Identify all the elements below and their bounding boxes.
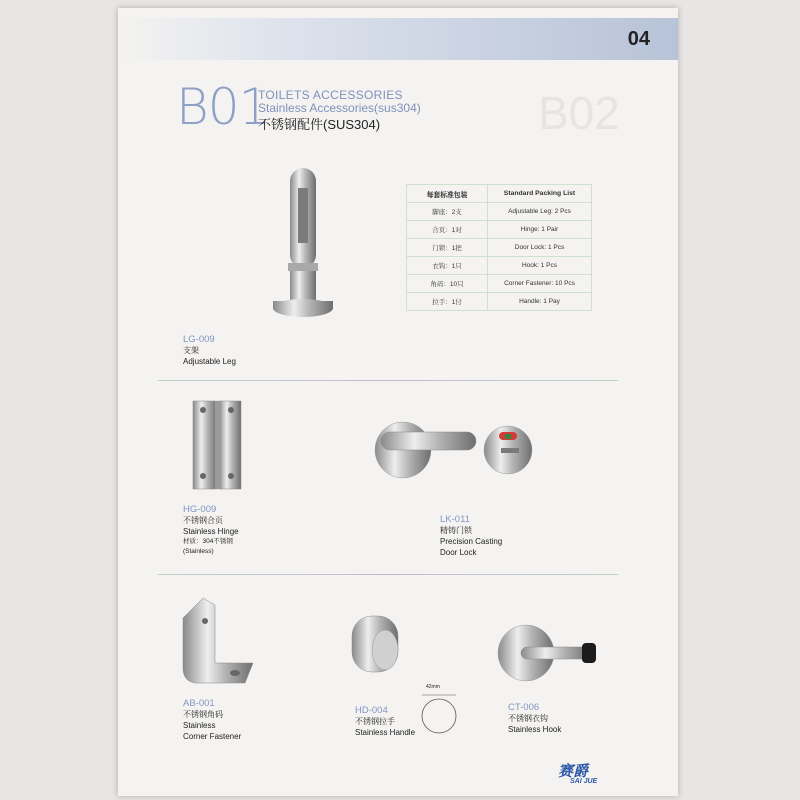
logo-text-cn: 赛爵 bbox=[558, 762, 589, 780]
handle-label bbox=[355, 705, 415, 738]
table-row bbox=[407, 293, 592, 311]
divider bbox=[158, 574, 618, 575]
product-material-en: (Stainless) bbox=[183, 548, 214, 555]
product-name-en: Stainless Hinge bbox=[183, 527, 239, 536]
handle-image bbox=[340, 606, 410, 686]
show-through-code: B02 bbox=[538, 87, 620, 139]
product-name-en-2: Corner Fastener bbox=[183, 732, 242, 741]
hinge-label bbox=[183, 504, 239, 557]
product-code: LK-011 bbox=[440, 514, 470, 525]
product-name-cn: 支架 bbox=[183, 346, 199, 355]
divider bbox=[158, 380, 618, 381]
section-subtitle: Stainless Accessories(sus304) bbox=[258, 101, 421, 115]
section-title: TOILETS ACCESSORIES bbox=[258, 88, 403, 102]
product-code: HD-004 bbox=[355, 705, 388, 716]
door-lock-image bbox=[373, 408, 533, 483]
table-cell: 门锁：1把 bbox=[407, 239, 488, 257]
catalog-page bbox=[118, 8, 678, 796]
section-code: B01 bbox=[176, 78, 270, 136]
lock-label bbox=[440, 514, 502, 558]
hook-label bbox=[508, 702, 561, 735]
product-name-en-2: Door Lock bbox=[440, 548, 477, 557]
table-cell: 衣钩：1只 bbox=[407, 257, 488, 275]
table-cell: Hinge: 1 Pair bbox=[488, 221, 592, 239]
product-name-en: Precision Casting bbox=[440, 537, 503, 546]
product-name-cn: 精铸门锁 bbox=[440, 526, 472, 535]
table-cell: Adjustable Leg: 2 Pcs bbox=[488, 203, 592, 221]
hinge-image bbox=[188, 398, 248, 493]
table-row bbox=[407, 239, 592, 257]
table-cell: Corner Fastener: 10 Pcs bbox=[488, 275, 592, 293]
product-name-cn: 不锈钢合页 bbox=[183, 516, 223, 525]
handle-dimension-circle bbox=[418, 690, 460, 736]
table-row bbox=[407, 275, 592, 293]
product-name-en: Stainless bbox=[183, 721, 216, 730]
product-name-cn: 不锈钢拉手 bbox=[355, 717, 395, 726]
product-name-en: Stainless Handle bbox=[355, 728, 416, 737]
logo-text-en: SAI JUE bbox=[570, 778, 598, 785]
table-row bbox=[407, 257, 592, 275]
table-cell: 角码：10只 bbox=[407, 275, 488, 293]
table-cell: Door Lock: 1 Pcs bbox=[488, 239, 592, 257]
table-cell: 合页：1对 bbox=[407, 221, 488, 239]
fastener-label bbox=[183, 698, 241, 742]
brand-logo bbox=[558, 760, 598, 785]
table-cell: 拉手：1付 bbox=[407, 293, 488, 311]
table-cell: 脚座：2支 bbox=[407, 203, 488, 221]
corner-fastener-image bbox=[173, 593, 258, 688]
hook-image bbox=[496, 613, 606, 693]
table-header-en: Standard Packing List bbox=[488, 185, 592, 203]
adjustable-leg-image bbox=[268, 163, 338, 328]
header-bar bbox=[118, 18, 678, 60]
table-cell: Handle: 1 Pay bbox=[488, 293, 592, 311]
product-name-en: Stainless Hook bbox=[508, 725, 562, 734]
product-code: HG-009 bbox=[183, 504, 217, 515]
product-code: LG-009 bbox=[183, 334, 215, 345]
table-header-cn: 每套标准包装 bbox=[407, 185, 488, 203]
leg-label bbox=[183, 334, 236, 367]
product-code: CT-006 bbox=[508, 702, 540, 713]
table-row bbox=[407, 221, 592, 239]
table-row bbox=[407, 203, 592, 221]
product-material: 材质：304不锈钢 bbox=[183, 538, 233, 545]
table-header-row bbox=[407, 185, 592, 203]
product-name-en: Adjustable Leg bbox=[183, 357, 236, 366]
handle-dimension-label: 42mm bbox=[426, 684, 440, 690]
product-code: AB-001 bbox=[183, 698, 215, 709]
table-cell: Hook: 1 Pcs bbox=[488, 257, 592, 275]
product-name-cn: 不锈钢衣钩 bbox=[508, 714, 548, 723]
page-number: 04 bbox=[627, 28, 650, 50]
section-subtitle-cn: 不锈钢配件(SUS304) bbox=[258, 117, 381, 132]
product-name-cn: 不锈钢角码 bbox=[183, 710, 223, 719]
packing-list-table bbox=[406, 184, 592, 311]
